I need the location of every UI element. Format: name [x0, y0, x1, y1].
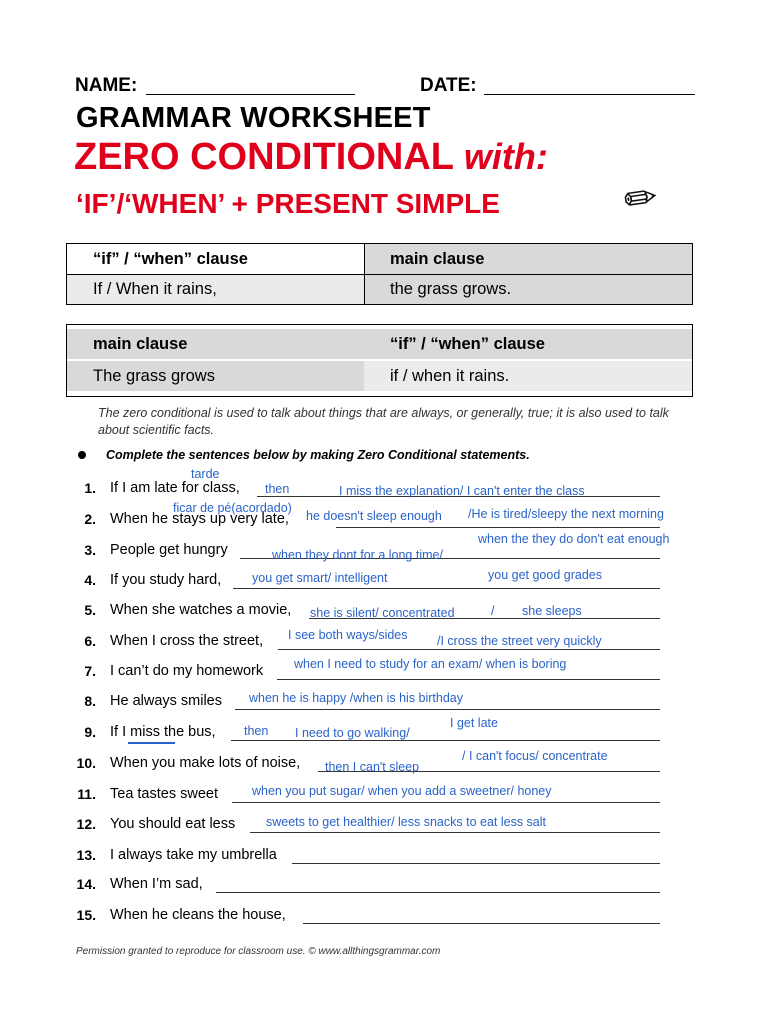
- topic-title-main: ZERO CONDITIONAL: [74, 136, 464, 178]
- question-number: 6.: [84, 633, 96, 649]
- table-2-head-right: “if” / “when” clause: [364, 329, 692, 359]
- table-1-rule: [67, 274, 692, 275]
- question-number: 15.: [76, 907, 96, 923]
- question-number: 9.: [84, 724, 96, 740]
- answer-line[interactable]: [216, 892, 660, 893]
- answer-text: when the they do don't eat enough: [478, 532, 670, 546]
- question-number: 14.: [76, 876, 96, 892]
- question-prompt: He always smiles: [110, 693, 222, 709]
- table-1-header: [67, 244, 692, 274]
- answer-text: when they dont for a long time/: [272, 548, 443, 562]
- answer-text: when I need to study for an exam/ when is boring: [294, 657, 567, 671]
- question-number: 3.: [84, 542, 96, 558]
- answer-line[interactable]: [292, 863, 660, 864]
- answer-text: then: [265, 482, 290, 496]
- example-table-1: [66, 243, 693, 305]
- topic-title-with: with:: [463, 136, 548, 177]
- question-prompt: If I miss the bus,: [110, 724, 216, 740]
- answer-text: when you put sugar/ when you add a sweetner/ honey: [252, 784, 552, 798]
- answer-line[interactable]: [277, 679, 660, 680]
- answer-line[interactable]: [278, 649, 660, 650]
- answer-text: then I can't sleep: [325, 760, 420, 774]
- answer-text: she is silent/ concentrated: [310, 606, 455, 620]
- table-1-head-right: main clause: [364, 244, 692, 274]
- question-prompt: I can’t do my homework: [110, 663, 264, 679]
- table-2-body-right: if / when it rains.: [364, 361, 692, 391]
- answer-text: /: [491, 604, 495, 618]
- question-number: 13.: [76, 847, 96, 863]
- name-label: NAME:: [75, 75, 138, 96]
- answer-text: she sleeps: [522, 604, 582, 618]
- bullet-icon: [78, 451, 86, 459]
- question-prompt: Tea tastes sweet: [110, 786, 218, 802]
- pencil-icon: ✏: [621, 174, 661, 224]
- table-1-body: [67, 274, 692, 304]
- answer-text: sweets to get healthier/ less snacks to eat less salt: [266, 815, 546, 829]
- question-number: 10.: [76, 755, 96, 771]
- answer-line[interactable]: [233, 588, 660, 589]
- answer-text: /He is tired/sleepy the next morning: [468, 507, 664, 521]
- question-prompt: When I cross the street,: [110, 633, 264, 649]
- question-prompt: When you make lots of noise,: [110, 755, 301, 771]
- question-number: 2.: [84, 511, 96, 527]
- table-1-head-left: “if” / “when” clause: [67, 244, 364, 274]
- answer-text: then: [244, 724, 269, 738]
- question-prompt: If I am late for class,: [110, 480, 240, 496]
- answer-text: I get late: [450, 716, 498, 730]
- date-label: DATE:: [420, 75, 477, 96]
- answer-text: I miss the explanation/ I can't enter the class: [339, 484, 585, 498]
- topic-title: [74, 136, 548, 179]
- copyright-footer: Permission granted to reproduce for classroom use. © www.allthingsgrammar.com: [76, 946, 441, 957]
- answer-text: / I can't focus/ concentrate: [462, 749, 608, 763]
- answer-text: he doesn't sleep enough: [306, 509, 442, 523]
- answer-line[interactable]: [235, 709, 660, 710]
- name-field[interactable]: [146, 94, 355, 95]
- answer-line[interactable]: [231, 740, 660, 741]
- question-prompt: When he cleans the house,: [110, 907, 286, 923]
- answer-text: when he is happy /when is his birthday: [249, 691, 464, 705]
- answer-text: I need to go walking/: [295, 726, 410, 740]
- worksheet-title: GRAMMAR WORKSHEET: [76, 102, 431, 134]
- question-number: 4.: [84, 572, 96, 588]
- table-2-body-left: The grass grows: [67, 361, 364, 391]
- answer-line[interactable]: [250, 832, 660, 833]
- question-number: 5.: [84, 602, 96, 618]
- question-prompt: People get hungry: [110, 542, 228, 558]
- table-1-body-right: the grass grows.: [364, 274, 692, 304]
- table-2-header: [67, 329, 692, 359]
- grammar-note: The zero conditional is used to talk about things that are always, or generally, true; it is also used to talk about scientific facts.: [98, 406, 669, 437]
- question-prompt: When he stays up very late,: [110, 511, 289, 527]
- question-prompt: You should eat less: [110, 816, 236, 832]
- answer-text: you get smart/ intelligent: [252, 571, 388, 585]
- question-number: 8.: [84, 693, 96, 709]
- answer-line[interactable]: [336, 527, 660, 528]
- answer-note: tarde: [191, 467, 220, 481]
- instruction-text: Complete the sentences below by making Zero Conditional statements.: [106, 448, 530, 462]
- table-2-head-left: main clause: [67, 329, 364, 359]
- answer-note: ficar de pé(acordado): [173, 501, 292, 515]
- underline-mark: [128, 742, 175, 744]
- question-number: 11.: [77, 786, 96, 802]
- question-prompt: I always take my umbrella: [110, 847, 277, 863]
- answer-text: you get good grades: [488, 568, 602, 582]
- question-number: 7.: [84, 663, 96, 679]
- answer-line[interactable]: [303, 923, 660, 924]
- question-prompt: If you study hard,: [110, 572, 222, 588]
- question-number: 12.: [76, 816, 96, 832]
- table-2-body: [67, 361, 692, 391]
- question-number: 1.: [84, 480, 96, 496]
- answer-text: I see both ways/sides: [288, 628, 408, 642]
- answer-text: /I cross the street very quickly: [437, 634, 602, 648]
- date-field[interactable]: [484, 94, 695, 95]
- answer-line[interactable]: [232, 802, 660, 803]
- topic-subtitle: ‘IF’/‘WHEN’ + PRESENT SIMPLE: [76, 188, 500, 219]
- question-prompt: When she watches a movie,: [110, 602, 292, 618]
- example-table-2: [66, 324, 693, 397]
- question-prompt: When I’m sad,: [110, 876, 203, 892]
- table-1-body-left: If / When it rains,: [67, 274, 364, 304]
